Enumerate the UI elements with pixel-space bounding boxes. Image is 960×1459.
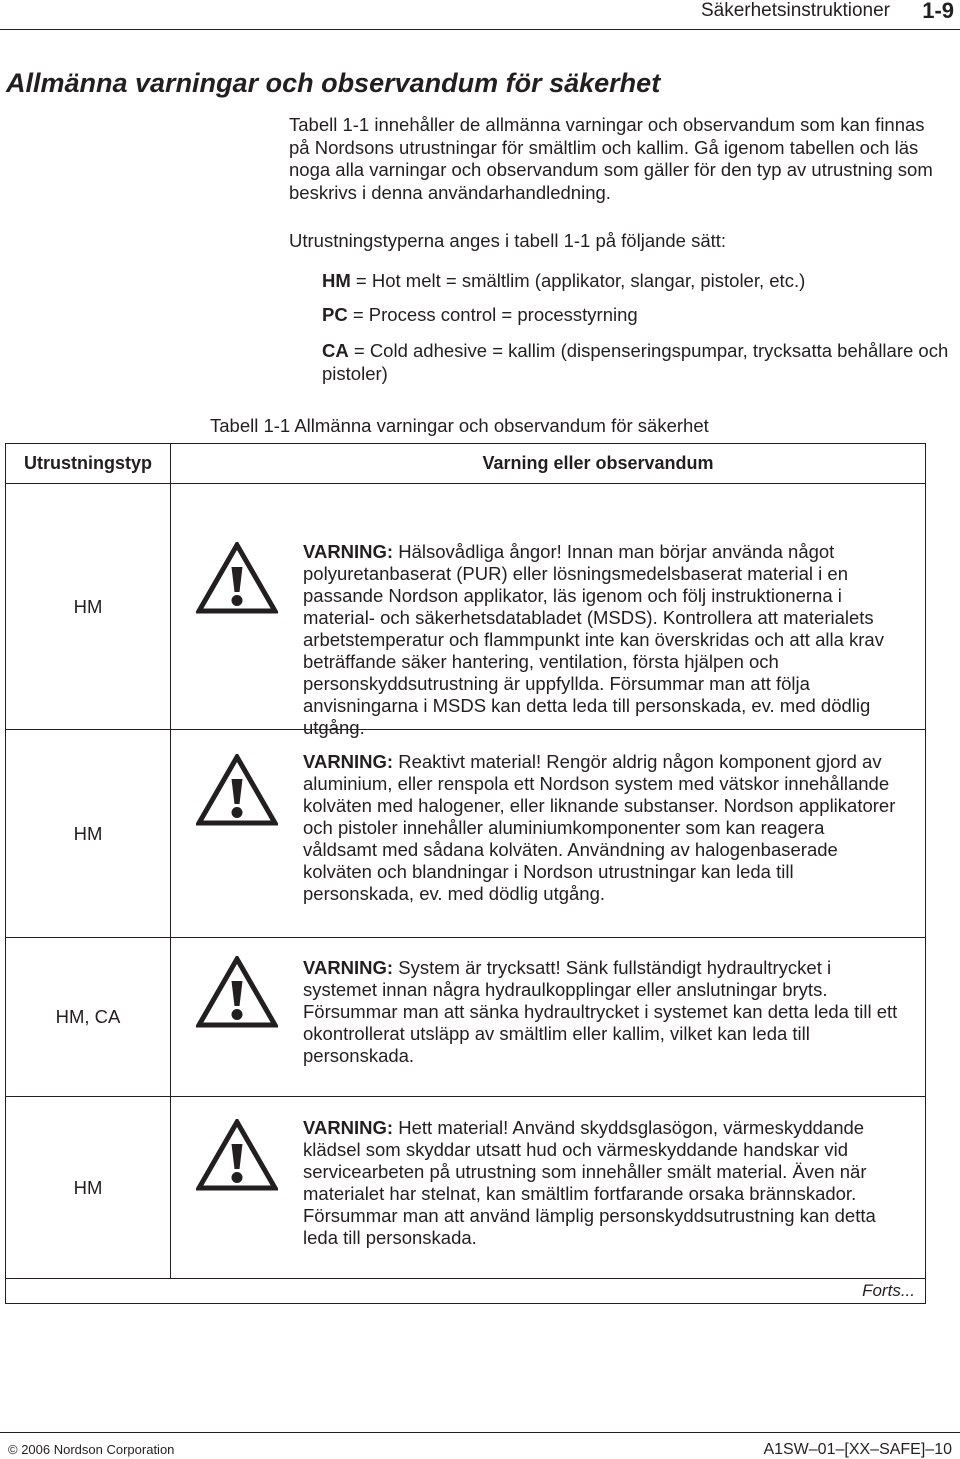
type-definition-ca — [322, 340, 958, 385]
warning-triangle-icon — [196, 956, 278, 1028]
intro-types-lead: Utrustningstyperna anges i tabell 1-1 på följande sätt: — [289, 230, 727, 251]
warning-body: Reaktivt material! Rengör aldrig någon komponent gjord av aluminium, eller renspola ett Nordson system med vätskor innehållande kolväten med halogener, eller liknande substanser. Nordson applikatorer och pistoler innehåller aluminiumkomponenter som kan reagera våldsamt med sådana kolväten. Användning av halogenbaserade kolväten och blandningar i Nordson utrustningar kan leda till personskada, ev. med dödlig utgång. — [303, 751, 896, 904]
warning-text — [303, 541, 903, 739]
column-header-warning: Varning eller observandum — [171, 444, 925, 484]
equipment-type-cell: HM — [6, 730, 171, 937]
type-code: HM — [322, 270, 351, 291]
column-header-type: Utrustningstyp — [6, 444, 171, 484]
continued-note: Forts... — [862, 1281, 915, 1300]
header-section-title: Säkerhetsinstruktioner — [700, 0, 890, 21]
equipment-type-cell: HM — [6, 484, 171, 729]
warning-label: VARNING: — [303, 751, 394, 772]
warning-triangle-icon — [196, 754, 278, 826]
table-row — [6, 730, 925, 938]
equipment-type-cell: HM, CA — [6, 938, 171, 1096]
header-page-number: 1-9 — [922, 0, 954, 23]
table-caption: Tabell 1-1 Allmänna varningar och observandum för säkerhet — [210, 415, 709, 436]
warning-label: VARNING: — [303, 1117, 394, 1138]
header-rule — [0, 29, 960, 30]
warning-text — [303, 1117, 903, 1249]
type-description: = Cold adhesive = kallim (dispenseringspumpar, trycksatta behållare och pistoler) — [322, 340, 949, 384]
warning-label: VARNING: — [303, 541, 394, 562]
footer-rule — [0, 1432, 960, 1433]
page-title: Allmänna varningar och observandum för säkerhet — [6, 68, 661, 98]
table-row — [6, 484, 925, 738]
table-row — [6, 1097, 925, 1279]
footer-copyright: © 2006 Nordson Corporation — [8, 1442, 175, 1457]
safety-table — [5, 443, 926, 1304]
warning-body: System är trycksatt! Sänk fullständigt hydraultrycket i systemet innan några hydraulkopplingar eller anslutningar bryts. Försummar man att sänka hydraultrycket i systemet kan detta leda till ett okontrollerat utsläpp av smältlim eller kallim, vilket kan leda till personskada. — [303, 957, 898, 1066]
type-code: CA — [322, 340, 349, 361]
warning-label: VARNING: — [303, 957, 394, 978]
equipment-type-cell: HM — [6, 1097, 171, 1278]
warning-text — [303, 751, 903, 905]
warning-body: Hett material! Använd skyddsglasögon, värmeskyddande klädsel som skyddar utsatt hud och värmeskyddande handskar vid servicearbeten på utrustning som innehåller smält material. Även när materialet har stelnat, kan smältlim fortfarande orsaka brännskador. Försummar man att använd lämplig personskyddsutrustning kan detta leda till personskada. — [303, 1117, 876, 1248]
type-description: = Hot melt = smältlim (applikator, slangar, pistoler, etc.) — [350, 270, 806, 291]
warning-triangle-icon — [196, 542, 278, 614]
type-description: = Process control = processtyrning — [347, 304, 638, 325]
type-definition-hm — [322, 270, 958, 293]
intro-paragraph: Tabell 1-1 innehåller de allmänna varningar och observandum som kan finnas på Nordsons utrustningar för smältlim och kallim. Gå igenom tabellen och läs noga alla varningar och observandum som gäller för den typ av utrustning som beskrivs i denna användarhandledning. — [289, 114, 933, 203]
footer-document-id: A1SW–01–[XX–SAFE]–10 — [763, 1441, 952, 1458]
warning-triangle-icon — [196, 1119, 278, 1191]
warning-body: Hälsovådliga ångor! Innan man börjar använda något polyuretanbaserat (PUR) eller lösningsmedelsbaserat material i en passande Nordson applikator, läs igenom och följ instruktionerna i material- och säkerhetsdatabladet (MSDS). Kontrollera att materialets arbetstemperatur och flammpunkt inte kan överskridas och att alla krav beträffande säker hantering, ventilation, första hjälpen och personskyddsutrustning är uppfyllda. Försummar man att följa anvisningarna i MSDS kan detta leda till personskada, ev. med dödlig utgång. — [303, 541, 884, 738]
table-row — [6, 938, 925, 1097]
type-definition-pc — [322, 304, 958, 327]
type-code: PC — [322, 304, 348, 325]
warning-text — [303, 957, 903, 1067]
